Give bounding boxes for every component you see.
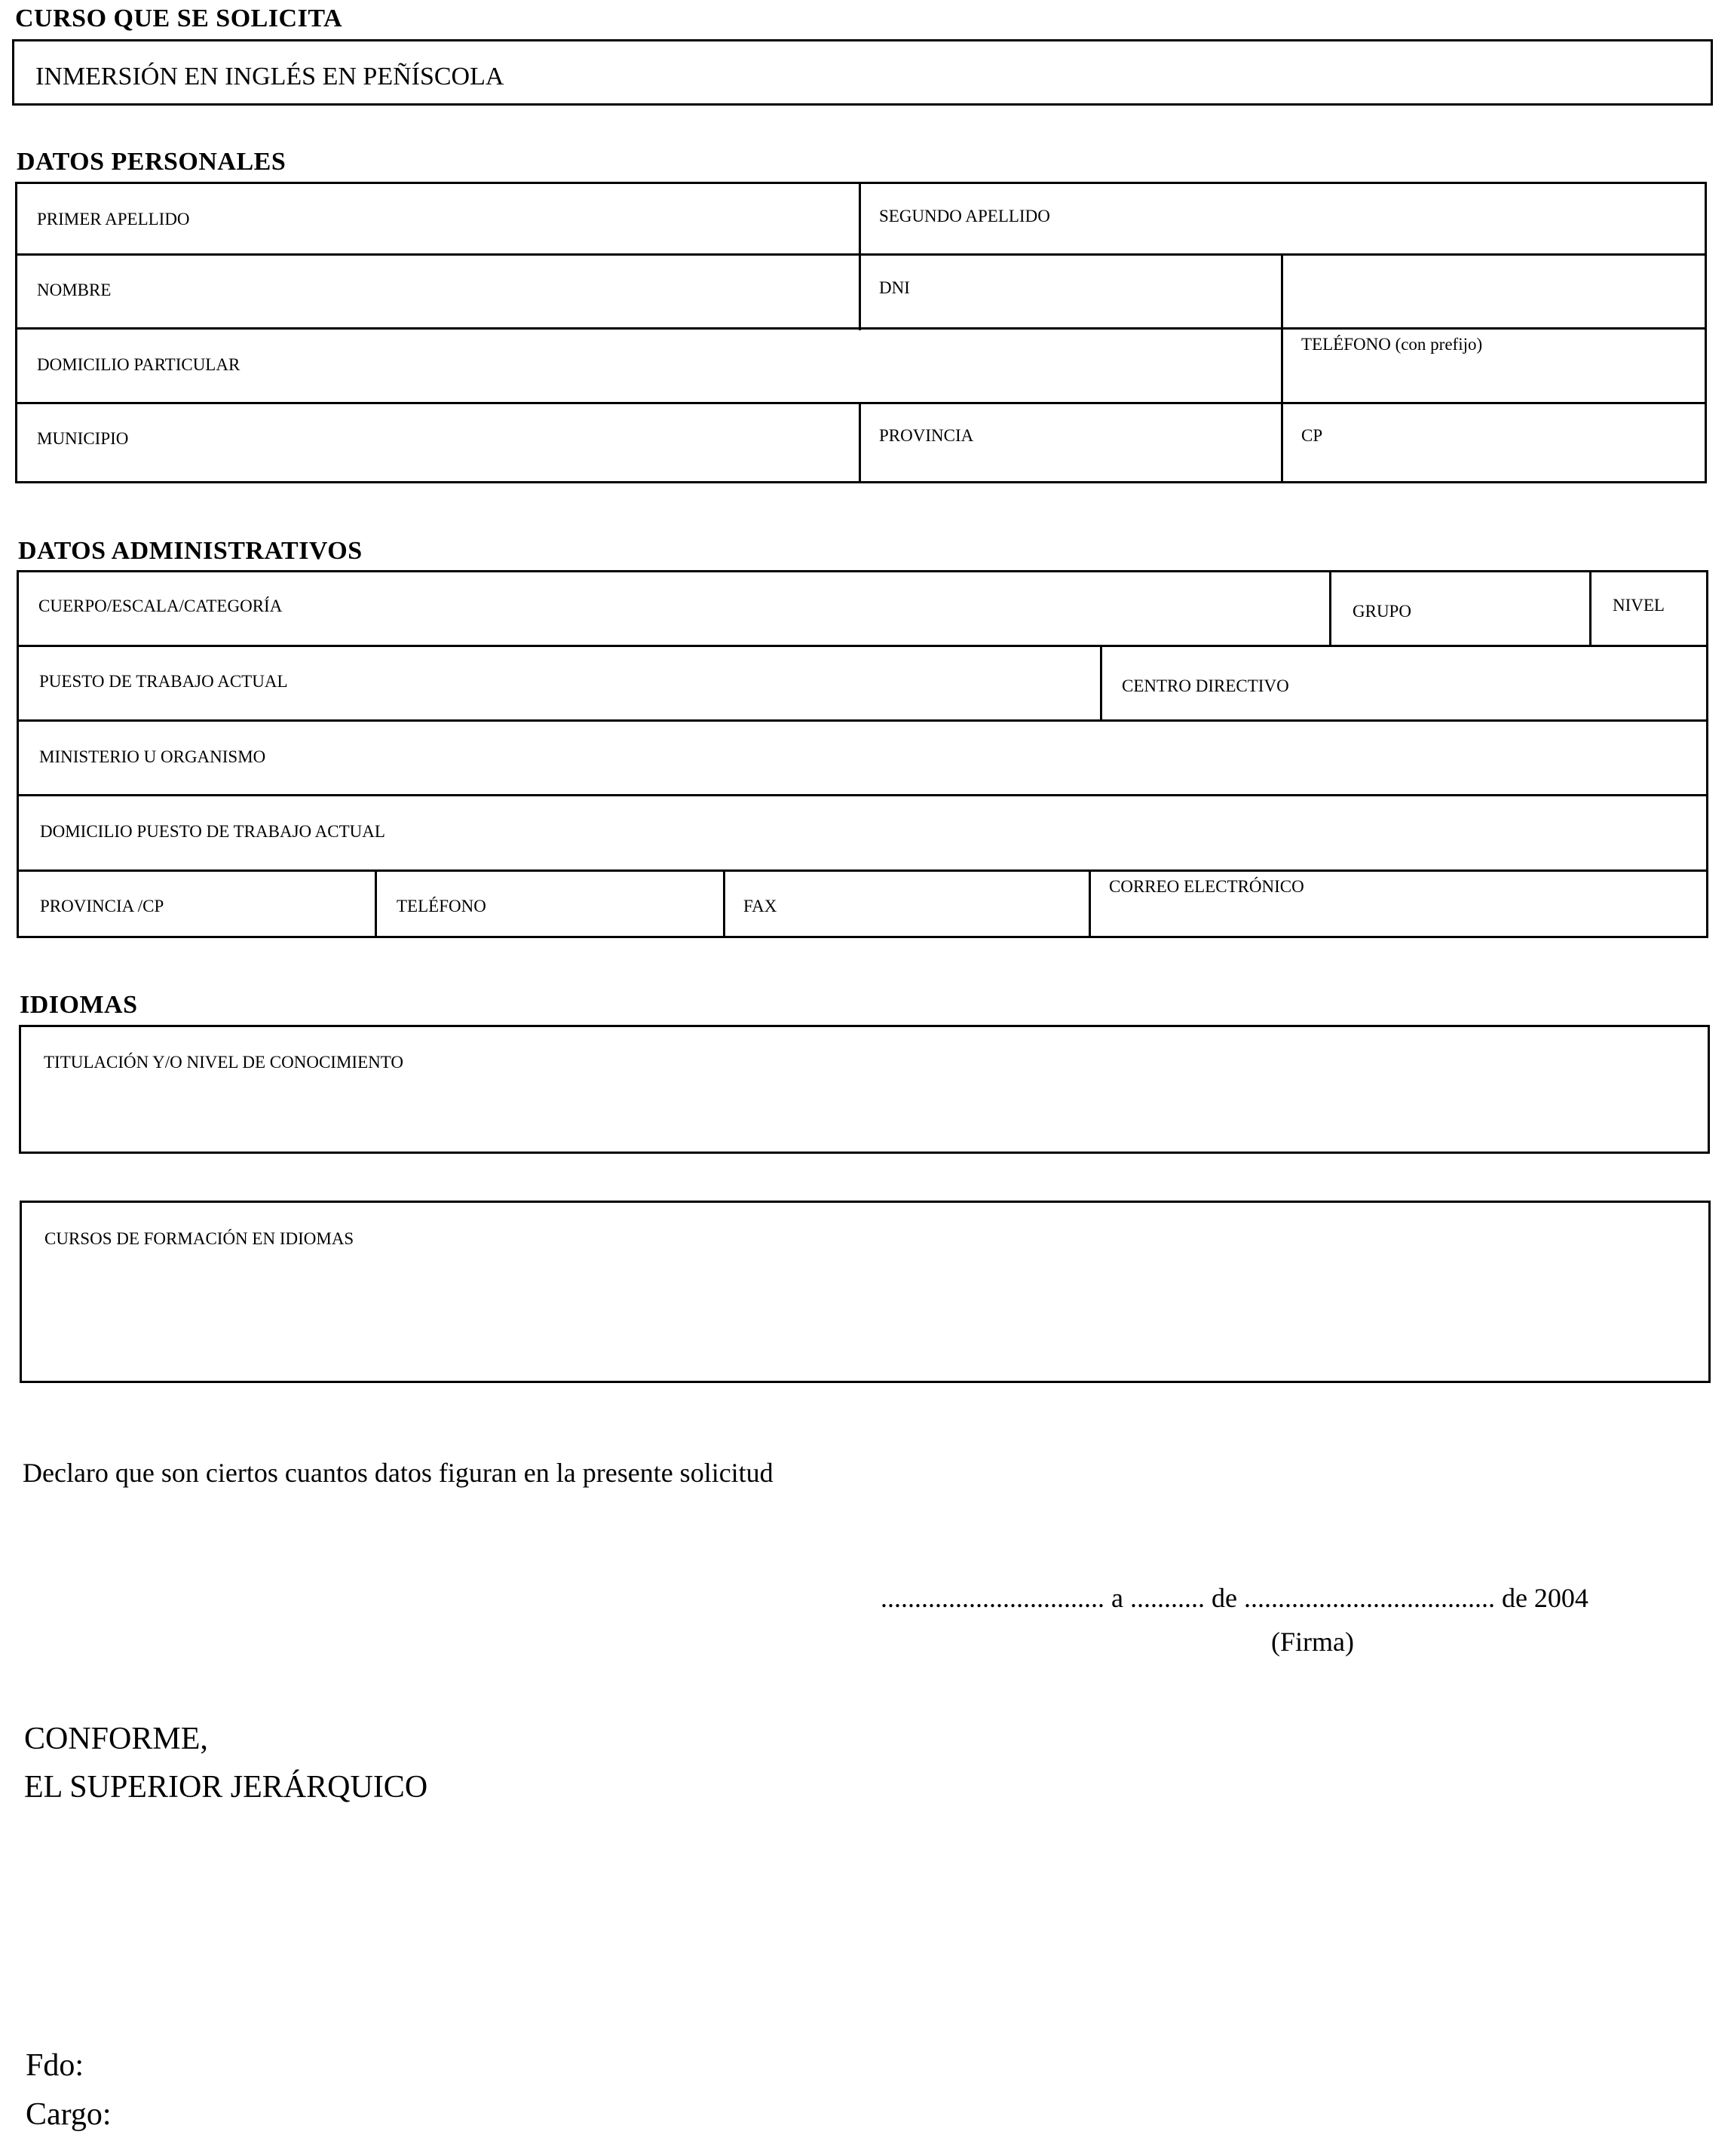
provincia-field[interactable]: [861, 404, 1281, 481]
nivel-field[interactable]: [1592, 572, 1706, 645]
provincia-label: PROVINCIA: [879, 426, 974, 445]
ministerio-field[interactable]: [19, 722, 1706, 794]
curso-value: INMERSIÓN EN INGLÉS EN PEÑÍSCOLA: [35, 63, 504, 90]
nombre-field[interactable]: [17, 256, 859, 327]
cargo-label: Cargo:: [26, 2097, 112, 2132]
telefono-trabajo-label: TELÉFONO: [397, 897, 486, 915]
fdo-label: Fdo:: [26, 2048, 84, 2083]
telefono-trabajo-field[interactable]: [377, 872, 723, 936]
domicilio-puesto-field[interactable]: [19, 796, 1706, 869]
grupo-field[interactable]: [1331, 572, 1589, 645]
datos-administrativos-heading: DATOS ADMINISTRATIVOS: [18, 537, 363, 565]
cuerpo-label: CUERPO/ESCALA/CATEGORÍA: [38, 597, 283, 615]
grupo-label: GRUPO: [1353, 602, 1411, 621]
centro-label: CENTRO DIRECTIVO: [1122, 676, 1289, 695]
cp-label: CP: [1301, 426, 1323, 445]
municipio-field[interactable]: [17, 404, 859, 481]
curso-field[interactable]: [12, 39, 1713, 106]
cp-field[interactable]: [1283, 404, 1705, 481]
nivel-label: NIVEL: [1613, 596, 1665, 615]
firma-label: (Firma): [1271, 1627, 1354, 1657]
segundo-apellido-field[interactable]: [861, 184, 1705, 253]
domicilio-puesto-label: DOMICILIO PUESTO DE TRABAJO ACTUAL: [40, 822, 385, 841]
declaracion-text: Declaro que son ciertos cuantos datos figuran en la presente solicitud: [23, 1458, 774, 1488]
datos-personales-heading: DATOS PERSONALES: [17, 148, 286, 176]
telefono-field[interactable]: [1283, 330, 1705, 402]
correo-field[interactable]: [1091, 872, 1706, 936]
cursos-idiomas-label: CURSOS DE FORMACIÓN EN IDIOMAS: [44, 1229, 354, 1248]
puesto-field[interactable]: [19, 647, 1100, 719]
idiomas-heading: IDIOMAS: [20, 991, 138, 1019]
fax-field[interactable]: [725, 872, 1089, 936]
domicilio-field[interactable]: [17, 330, 1281, 402]
centro-field[interactable]: [1102, 647, 1706, 719]
telefono-label: TELÉFONO (con prefijo): [1301, 335, 1483, 354]
provincia-cp-field[interactable]: [19, 872, 375, 936]
primer-apellido-field[interactable]: [17, 184, 859, 253]
cursos-idiomas-field[interactable]: [20, 1201, 1711, 1383]
titulacion-field[interactable]: [19, 1025, 1710, 1154]
municipio-label: MUNICIPIO: [37, 429, 129, 448]
dni-field[interactable]: [861, 256, 1281, 327]
dni-extra-field[interactable]: [1283, 256, 1705, 327]
fecha-line[interactable]: ................................. a ........... de ..................................... de 2004: [881, 1583, 1588, 1613]
dni-label: DNI: [879, 278, 910, 297]
titulacion-label: TITULACIÓN Y/O NIVEL DE CONOCIMIENTO: [44, 1053, 403, 1072]
cuerpo-field[interactable]: [19, 572, 1329, 645]
primer-apellido-label: PRIMER APELLIDO: [37, 210, 190, 228]
ministerio-label: MINISTERIO U ORGANISMO: [39, 747, 266, 766]
conforme-line1: CONFORME,: [24, 1722, 208, 1756]
domicilio-label: DOMICILIO PARTICULAR: [37, 355, 240, 374]
segundo-apellido-label: SEGUNDO APELLIDO: [879, 207, 1050, 225]
fax-label: FAX: [743, 897, 777, 915]
provincia-cp-label: PROVINCIA /CP: [40, 897, 164, 915]
correo-label: CORREO ELECTRÓNICO: [1109, 877, 1304, 896]
curso-heading: CURSO QUE SE SOLICITA: [15, 5, 343, 32]
nombre-label: NOMBRE: [37, 281, 112, 299]
puesto-label: PUESTO DE TRABAJO ACTUAL: [39, 672, 288, 691]
conforme-line2: EL SUPERIOR JERÁRQUICO: [24, 1770, 428, 1805]
